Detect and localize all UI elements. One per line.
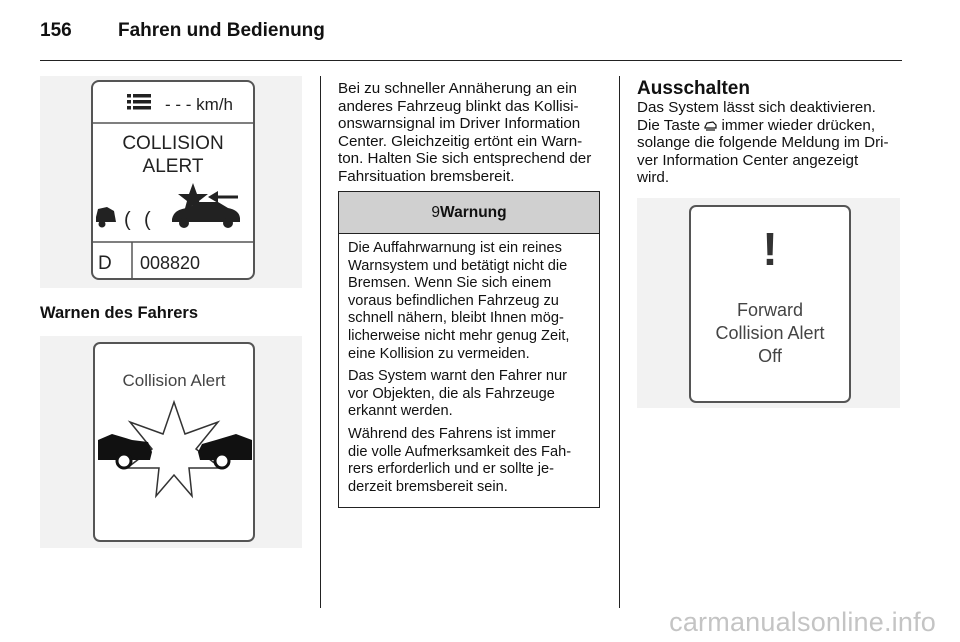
text-line: solange die folgende Meldung im Dri- [637, 134, 889, 152]
header-rule [40, 60, 902, 61]
gear-indicator: D [98, 253, 112, 274]
switch-off-paragraph [637, 99, 907, 187]
warning-body [339, 234, 599, 496]
text-line: Bei zu schneller Annäherung an ein [338, 80, 577, 97]
text-fragment: immer wieder drücken, [717, 116, 876, 134]
collision-alert-illustration [40, 336, 302, 548]
warning-header [339, 192, 599, 234]
text-line: Das System lässt sich deaktivieren. [637, 99, 876, 116]
text-line [637, 117, 907, 135]
warning-title: Warnung [440, 204, 507, 221]
exclamation-icon: ! [762, 223, 778, 275]
vehicle-distance-button-icon [704, 119, 717, 131]
text-line: schnell nähern, bleibt Ihnen mög- [348, 310, 564, 327]
alert-line-2: ALERT [142, 156, 204, 177]
text-line: Bremsen. Wenn Sie sich einem [348, 275, 552, 292]
text-line: wird. [637, 169, 670, 187]
warning-paragraph-1 [348, 240, 591, 363]
text-line: Center. Gleichzeitig ertönt ein Warn- [338, 132, 583, 150]
collision-alert-display-figure [40, 76, 302, 288]
text-line: licherweise nicht mehr genug Zeit, [348, 327, 570, 344]
warning-symbol: 9 [431, 204, 441, 221]
text-line: rers erforderlich und er sollte je- [348, 461, 555, 478]
odometer: 008820 [140, 253, 201, 273]
display-line-2: Collision Alert [715, 323, 825, 343]
display-line-1: Forward [736, 300, 804, 320]
page-number: 156 [40, 20, 72, 41]
text-line: anderes Fahrzeug blinkt das Kollisi- [338, 97, 579, 115]
collision-alert-off-illustration [637, 198, 900, 408]
section-heading: Ausschalten [637, 78, 750, 99]
text-line: Die Auffahrwarnung ist ein reines [348, 240, 562, 256]
text-line: Fahrsituation bremsbereit. [338, 167, 515, 185]
text-line: voraus befindlichen Fahrzeug zu [348, 292, 559, 309]
section-subheading: Warnen des Fahrers [40, 304, 199, 322]
warning-box [338, 191, 600, 508]
text-line: Während des Fahrens ist immer [348, 425, 556, 442]
text-fragment: Die Taste [637, 116, 705, 134]
alert-line-1: COLLISION [122, 133, 224, 154]
text-line: derzeit bremsbereit sein. [348, 478, 508, 495]
display-line-3: Off [758, 346, 782, 366]
list-icon [127, 94, 151, 110]
collision-alert-figure [40, 336, 302, 548]
text-line: ton. Halten Sie sich entsprechend der [338, 150, 592, 168]
watermark: carmanualsonline.info [669, 607, 936, 637]
text-line: onswarnsignal im Driver Information [338, 115, 581, 133]
column-divider-2 [619, 76, 620, 608]
warning-paragraph-3 [348, 426, 591, 496]
text-line: Das System warnt den Fahrer nur [348, 368, 567, 385]
speed-readout: - - - km/h [165, 95, 233, 114]
text-line: die volle Aufmerksamkeit des Fah- [348, 443, 572, 460]
text-line: erkannt werden. [348, 403, 453, 420]
text-line: vor Objekten, die als Fahrzeuge [348, 385, 555, 402]
wave-right: ( [144, 209, 151, 231]
warning-paragraph-2 [348, 368, 591, 421]
collision-alert-off-figure [637, 198, 900, 408]
intro-paragraph [338, 80, 608, 186]
collision-alert-display-illustration [40, 76, 302, 288]
page-title: Fahren und Bedienung [118, 20, 325, 41]
wave-left: ( [124, 209, 131, 231]
text-line: Warnsystem und betätigt nicht die [348, 257, 568, 274]
column-divider-1 [320, 76, 321, 608]
text-line: ver Information Center angezeigt [637, 151, 859, 169]
text-line: eine Kollision zu vermeiden. [348, 345, 530, 362]
collision-alert-label: Collision Alert [122, 371, 226, 390]
